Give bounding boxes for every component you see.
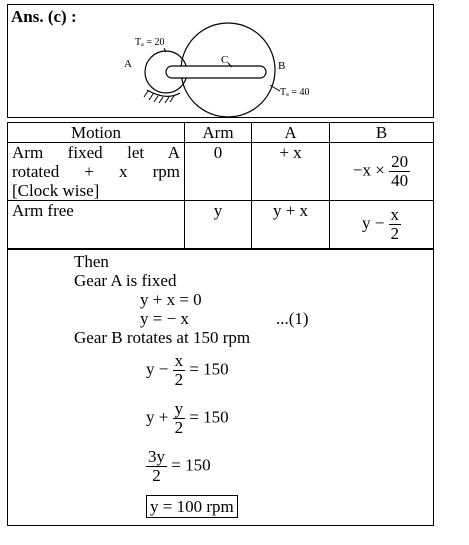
row2-b-prefix: y −	[361, 213, 385, 233]
row2-motion: Arm free	[8, 201, 185, 249]
eq5-den: 2	[152, 465, 161, 485]
solution-panel	[7, 249, 434, 526]
label-c: C	[221, 54, 229, 66]
row2-b-den: 2	[390, 224, 400, 243]
row1-b-fraction	[389, 153, 410, 190]
arm-link	[166, 66, 266, 78]
row1-b-num: 20	[391, 152, 409, 172]
eq3-prefix: y −	[146, 359, 169, 379]
row1-b-den: 40	[391, 171, 409, 190]
eq3-num: x	[174, 351, 184, 370]
eq4	[146, 400, 229, 437]
gear-b-text: Gear B rotates at 150 rpm	[74, 328, 251, 347]
gear-train-diagram	[8, 5, 433, 117]
header-a: A	[252, 123, 330, 143]
row1-b	[330, 143, 434, 201]
label-ta: Tₐ = 20	[135, 37, 165, 48]
row2-arm: y	[185, 201, 252, 249]
header-b: B	[330, 123, 434, 143]
eq5-suffix: = 150	[171, 455, 211, 475]
row1-b-prefix: −x ×	[352, 160, 385, 180]
row1-motion-line3: [Clock wise]	[12, 181, 100, 200]
row2-b-fraction	[389, 206, 402, 243]
eq3-den: 2	[174, 369, 184, 389]
eq5-fraction	[146, 448, 167, 485]
eq4-fraction	[173, 400, 186, 437]
eq4-suffix: = 150	[189, 407, 229, 427]
final-answer-box: y = 100 rpm	[146, 495, 238, 518]
row1-motion-line1: Arm fixed let A	[12, 143, 180, 162]
motion-table	[7, 122, 434, 249]
eq4-den: 2	[174, 417, 184, 437]
label-tb: Tₐ = 40	[280, 87, 310, 98]
eq5	[146, 448, 211, 485]
label-b: B	[278, 60, 286, 72]
eq5-num: 3y	[148, 447, 165, 466]
eq3	[146, 352, 229, 389]
table-header-row	[8, 123, 434, 143]
row1-arm: 0	[185, 143, 252, 201]
eq4-num: y	[174, 399, 184, 418]
row2-b	[330, 201, 434, 249]
label-a: A	[124, 58, 132, 70]
header-arm: Arm	[185, 123, 252, 143]
then-text: Then	[74, 252, 109, 271]
figure-panel	[7, 4, 434, 118]
answer-label: Ans. (c) :	[11, 7, 77, 26]
gear-a-fixed-text: Gear A is fixed	[74, 271, 177, 290]
final-answer	[146, 497, 238, 517]
row2-b-num: x	[390, 205, 400, 225]
eq4-prefix: y +	[146, 407, 169, 427]
row1-a: + x	[252, 143, 330, 201]
eq2-ref: ...(1)	[276, 309, 309, 328]
eq2: y = − x	[140, 309, 189, 328]
table-row	[8, 201, 434, 249]
header-motion: Motion	[8, 123, 185, 143]
row1-motion	[8, 143, 185, 201]
row2-a: y + x	[252, 201, 330, 249]
eq3-suffix: = 150	[189, 359, 229, 379]
table-row	[8, 143, 434, 201]
eq1: y + x = 0	[140, 290, 202, 309]
row1-motion-line2: rotated + x rpm	[12, 162, 180, 181]
eq3-fraction	[173, 352, 186, 389]
